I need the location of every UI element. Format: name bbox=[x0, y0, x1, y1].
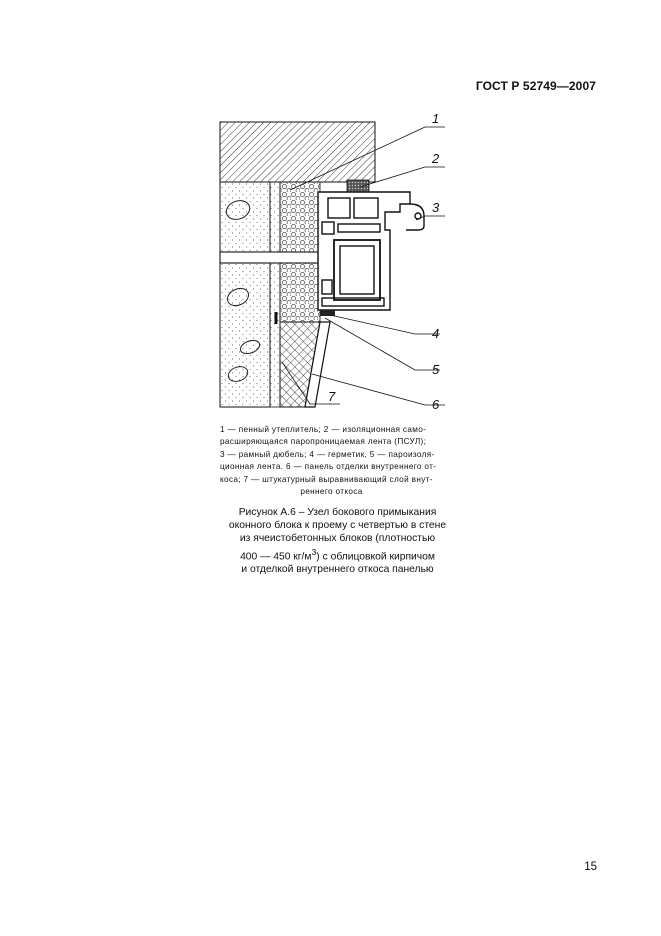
plaster-layer bbox=[270, 182, 280, 407]
legend-line: 3 — рамный дюбель; 4 — герметик, 5 — пароизоля- bbox=[220, 449, 435, 459]
caption-line: Рисунок А.6 – Узел бокового примыкания bbox=[238, 507, 437, 518]
legend-line: коса; 7 — штукатурный выравнивающий слой внут- bbox=[220, 474, 433, 484]
caption-superscript: 3 bbox=[311, 546, 317, 557]
caption-facing: ) с облицовкой кирпичом bbox=[316, 551, 435, 563]
legend-line: реннего откоса bbox=[300, 487, 363, 497]
callout-3: 3 bbox=[432, 200, 440, 215]
callout-4: 4 bbox=[432, 326, 440, 341]
caption-line: и отделкой внутреннего откоса панелью bbox=[241, 564, 434, 576]
callout-7: 7 bbox=[328, 389, 336, 404]
window-frame-profile bbox=[318, 192, 424, 310]
caption-line bbox=[210, 546, 465, 564]
legend-line: расширяющаяся паропроницаемая лента (ПСУЛ); bbox=[220, 437, 427, 447]
caption-line: оконного блока к проему с четвертью в стене bbox=[228, 520, 447, 532]
callout-5: 5 bbox=[432, 362, 440, 377]
figure-caption bbox=[210, 506, 465, 576]
callout-1: 1 bbox=[432, 112, 440, 126]
caption-line: из ячеистобетонных блоков (плотностью bbox=[239, 533, 436, 545]
callout-6: 6 bbox=[432, 397, 440, 412]
callout-2: 2 bbox=[432, 151, 440, 166]
figure-legend bbox=[220, 424, 443, 498]
brick-facing bbox=[220, 122, 375, 182]
sealant bbox=[320, 310, 335, 316]
caption-density: 400 — 450 кг/м bbox=[240, 551, 312, 563]
legend-line: ционная лента. 6 — панель отделки внутреннего от- bbox=[220, 462, 437, 472]
page-number: 15 bbox=[584, 861, 597, 873]
window-junction-drawing bbox=[210, 112, 450, 417]
document-header: ГОСТ Р 52749—2007 bbox=[475, 79, 596, 93]
legend-line: 1 — пенный утеплитель; 2 — изоляционная само- bbox=[220, 425, 427, 434]
